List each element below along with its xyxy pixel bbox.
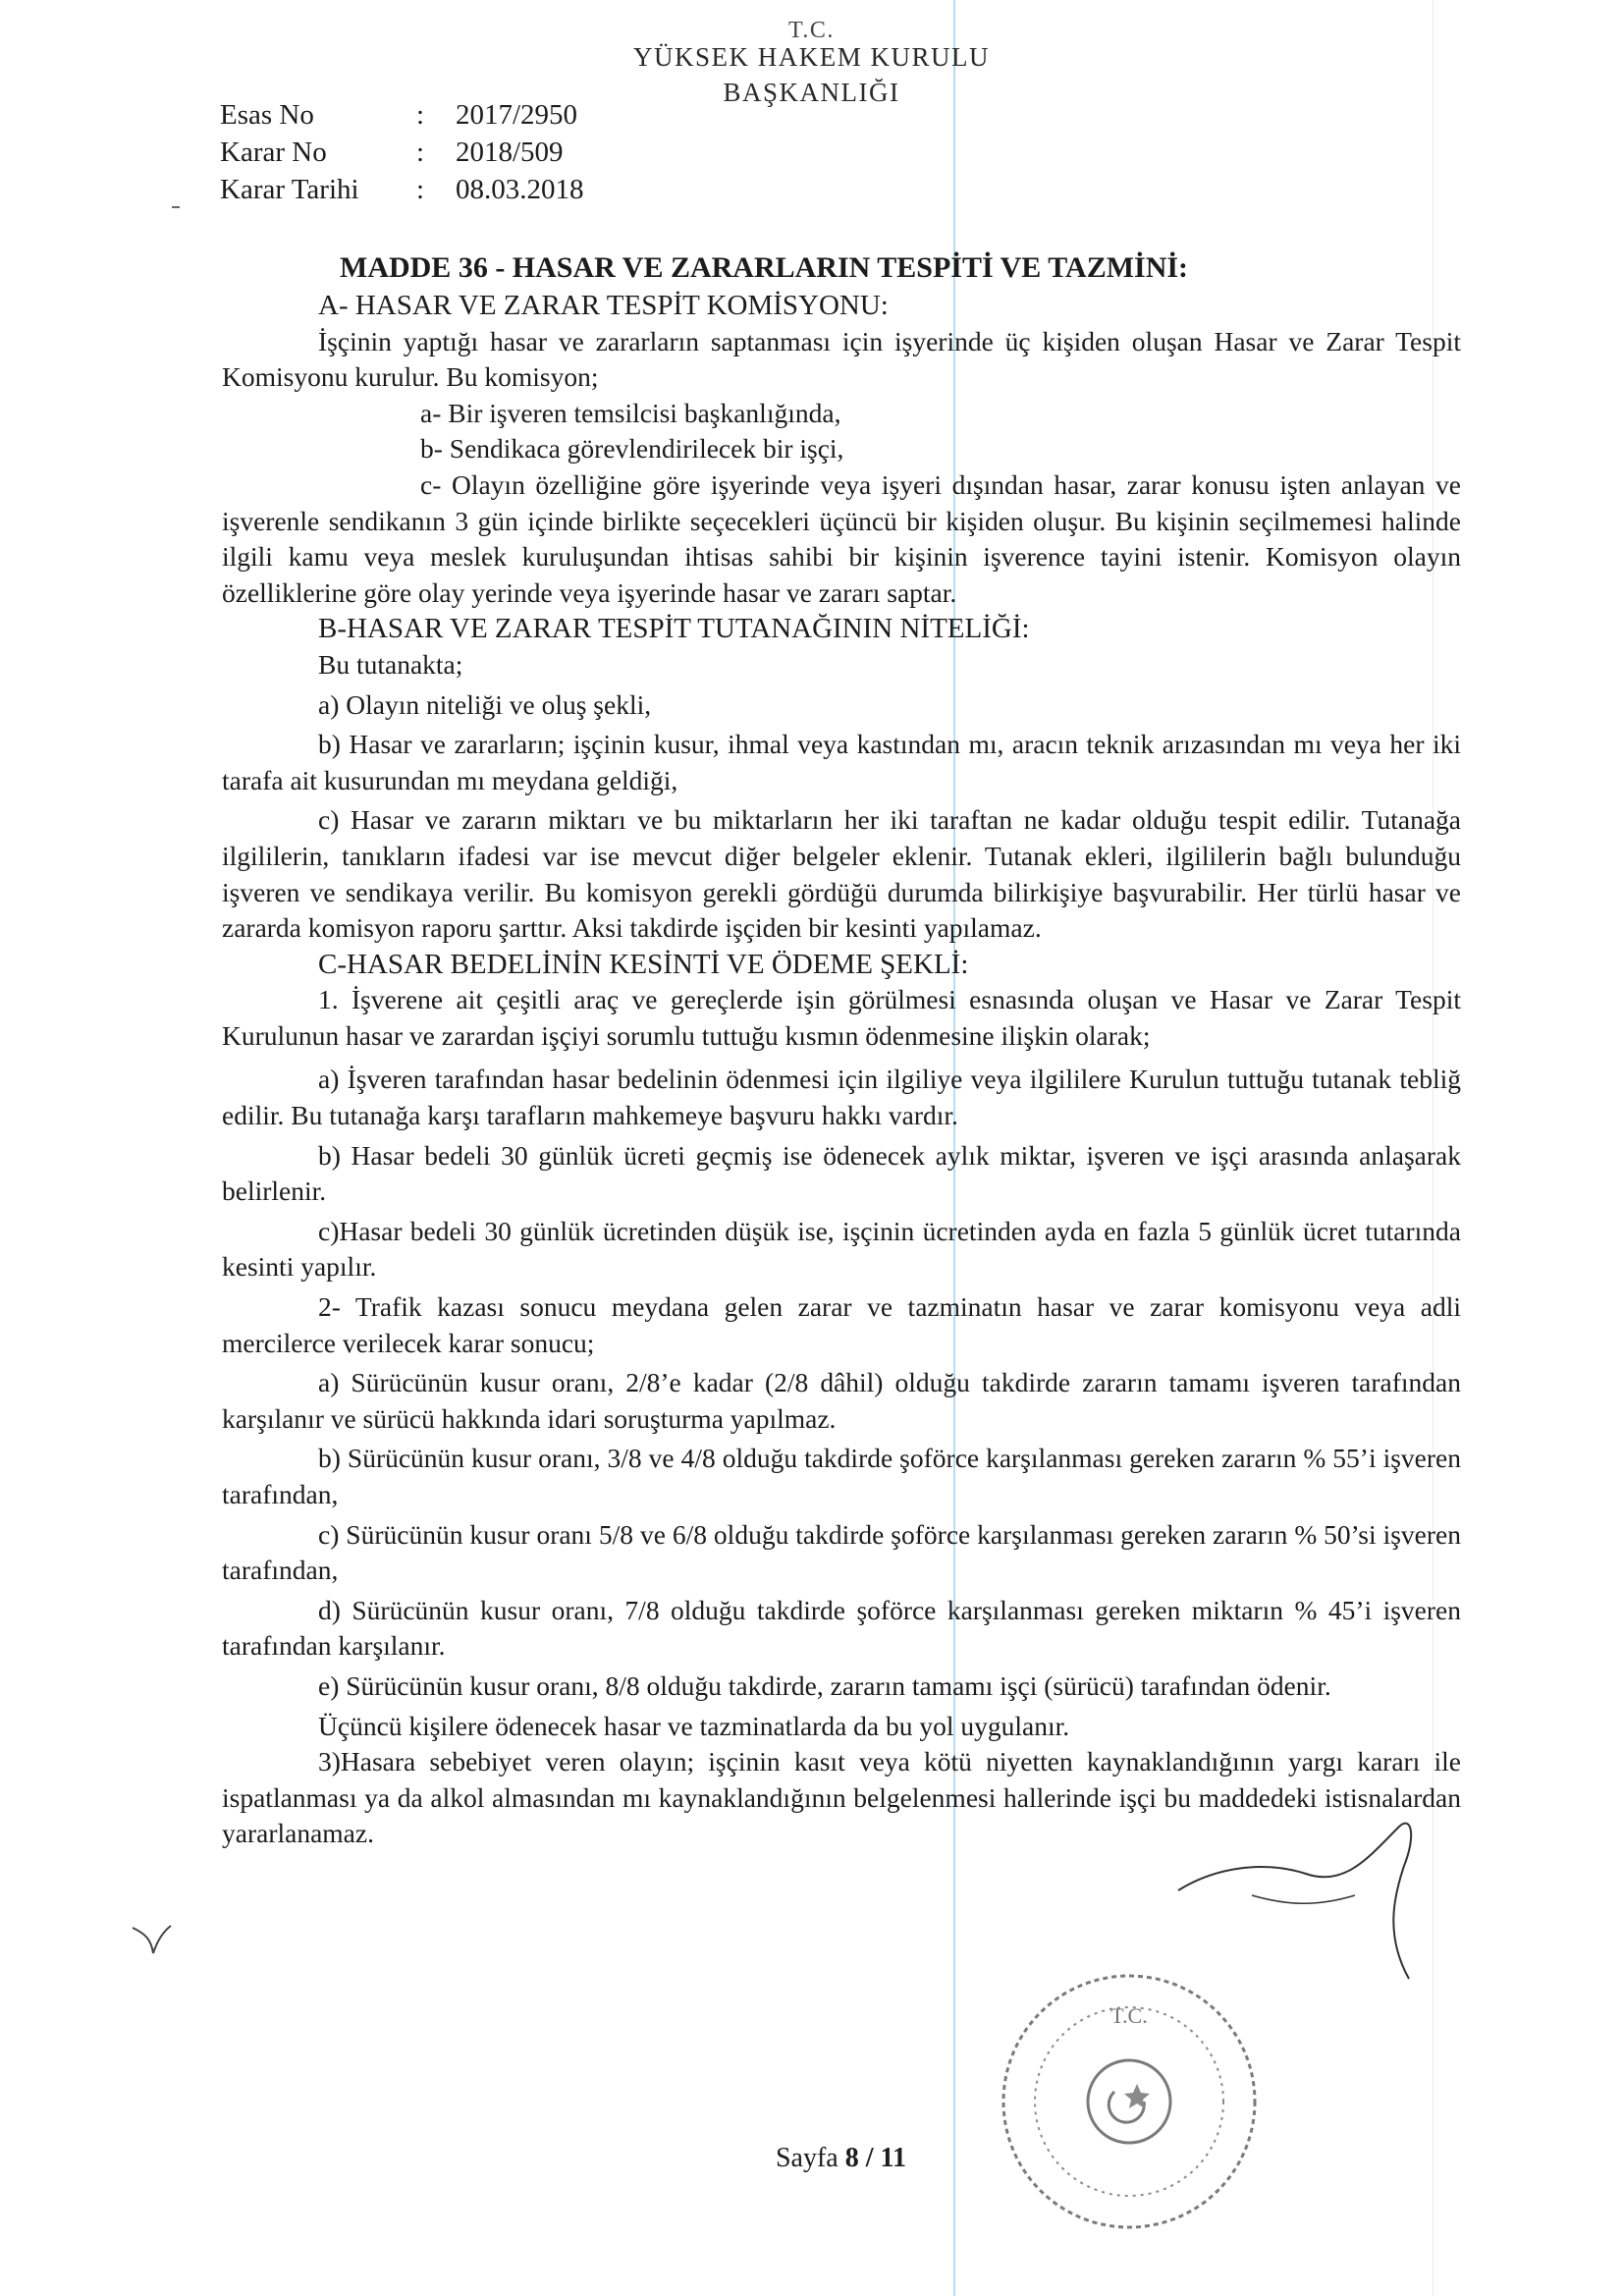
esas-value: 2017/2950	[456, 99, 578, 131]
case-metadata	[220, 96, 584, 208]
article-body	[222, 248, 1461, 1852]
section-b-item: b) Hasar ve zararların; işçinin kusur, ihmal veya kastından mı, aracın teknik arızasından mı veya her iki tarafa ait kusurundan mı meydana geldiği,	[222, 729, 1461, 795]
section-c-item: a) Sürücünün kusur oranı, 2/8’e kadar (2/8 dâhil) olduğu takdirde zararın tamamı işveren tarafından karşılanır ve sürücü hakkında idari soruşturma yapılmaz.	[222, 1367, 1461, 1434]
section-c-paragraph-2: 2- Trafik kazası sonucu meydana gelen zarar ve tazminatın hasar ve zarar komisyonu veya adli mercilerce verilecek karar sonucu;	[222, 1291, 1461, 1358]
third-parties-note: Üçüncü kişilere ödenecek hasar ve tazminatlarda da bu yol uygulanır.	[318, 1710, 1070, 1741]
section-c-heading: C-HASAR BEDELİNİN KESİNTİ VE ÖDEME ŞEKLİ:	[318, 948, 969, 980]
section-c-paragraph-1: 1. İşverene ait çeşitli araç ve gereçlerde işin görülmesi esnasında oluşan ve Hasar ve Zarar Tespit Kurulunun hasar ve zarardan işçiyi sorumlu tuttuğu kısmın ödenmesine ilişkin olarak;	[222, 984, 1461, 1051]
article-title: MADDE 36 - HASAR VE ZARARLARIN TESPİTİ VE TAZMİNİ:	[340, 251, 1189, 284]
section-a-item: a- Bir işveren temsilcisi başkanlığında,	[420, 397, 841, 428]
karar-label: Karar No	[220, 137, 327, 168]
tarih-value: 08.03.2018	[456, 174, 584, 205]
esas-label: Esas No	[220, 99, 314, 131]
karar-row	[220, 134, 584, 171]
page-number	[0, 2143, 1623, 2174]
official-seal	[982, 1954, 1276, 2249]
tarih-row	[220, 171, 584, 208]
header-org-name: YÜKSEK HAKEM KURULU	[633, 42, 990, 72]
section-b-item: a) Olayın niteliği ve oluş şekli,	[318, 688, 652, 720]
section-c-item: d) Sürücünün kusur oranı, 7/8 olduğu takdirde şoförce karşılanması gereken miktarın % 45’i işveren tarafından karşılanır.	[222, 1594, 1461, 1662]
header-org-unit: BAŞKANLIĞI	[723, 78, 900, 107]
tarih-label: Karar Tarihi	[220, 174, 359, 205]
svg-text:T.C.: T.C.	[1110, 2003, 1148, 2028]
meta-separator: :	[416, 174, 425, 205]
page-total: 11	[880, 2143, 906, 2173]
section-c-item: b) Sürücünün kusur oranı, 3/8 ve 4/8 olduğu takdirde şoförce karşılanması gereken zararın % 55’i işveren tarafından,	[222, 1443, 1461, 1509]
section-b-intro: Bu tutanakta;	[318, 648, 463, 680]
karar-value: 2018/509	[456, 137, 564, 168]
header-tc: T.C.	[788, 18, 835, 43]
section-a-intro: İşçinin yaptığı hasar ve zararların saptanması için işyerinde üç kişiden oluşan Hasar ve Zarar Tespit Komisyonu kurulur. Bu komisyon;	[222, 325, 1461, 393]
section-b-heading: B-HASAR VE ZARAR TESPİT TUTANAĞININ NİTELİĞİ:	[318, 613, 1030, 645]
section-a-heading: A- HASAR VE ZARAR TESPİT KOMİSYONU:	[318, 290, 889, 321]
section-c-paragraph-3: 3)Hasara sebebiyet veren olayın; işçinin kasıt veya kötü niyetten kaynaklandığının yargı kararı ile ispatlanması ya da alkol almasından mı kaynaklandığının belgelenmesi hallerinde işçi bu maddedeki istisnalardan yararlanamaz.	[222, 1746, 1461, 1849]
section-c-item: c) Sürücünün kusur oranı 5/8 ve 6/8 olduğu takdirde şoförce karşılanması gereken zararın % 50’si işveren tarafından,	[222, 1518, 1461, 1586]
section-a-item: c- Olayın özelliğine göre işyerinde veya işyeri dışından hasar, zarar konusu işten anlayan ve işverenle sendikanın 3 gün içinde birlikte seçecekleri üçüncü bir kişiden oluşur. Bu kişinin seçilmemesi halinde ilgili kamu veya meslek kuruluşundan ihtisas sahibi bir kişinin işverence tayini istenir. Komisyon olayın özelliklerine göre olay yerinde veya işyerinde hasar ve zararı saptar.	[222, 468, 1461, 608]
section-c-item: b) Hasar bedeli 30 günlük ücreti geçmiş ise ödenecek aylık miktar, işveren ve işçi arasında anlaşarak belirlenir.	[222, 1139, 1461, 1207]
section-a-item: b- Sendikaca görevlendirilecek bir işçi,	[420, 433, 844, 465]
section-b-item: c) Hasar ve zararın miktarı ve bu miktarların her iki taraftan ne kadar olduğu tespit edilir. Tutanağa ilgililerin, tanıkların ifadesi var ise mevcut diğer belgeler eklenir. Tutanak ekleri, ilgililerin bağlı bulunduğu işveren ve sendikaya verilir. Bu komisyon gerekli gördüğü durumda bilirkişiye başvurabilir. Her türlü hasar ve zararda komisyon raporu şarttır. Aksi takdirde işçiden bir kesinti yapılamaz.	[222, 804, 1461, 944]
margin-check-mark	[128, 1920, 177, 1959]
meta-separator: :	[416, 137, 425, 168]
page-current: 8	[844, 2143, 859, 2173]
section-c-item: a) İşveren tarafından hasar bedelinin ödenmesi için ilgiliye veya ilgililere Kurulun tuttuğu tutanak tebliğ edilir. Bu tutanağa karşı tarafların mahkemeye başvuru hakkı vardır.	[222, 1064, 1461, 1131]
page-label: Sayfa	[775, 2143, 839, 2173]
margin-dash	[172, 206, 180, 208]
page-separator: /	[865, 2143, 874, 2173]
esas-row	[220, 96, 584, 134]
section-c-item: c)Hasar bedeli 30 günlük ücretinden düşük ise, işçinin ücretinden ayda en fazla 5 günlük ücret tutarında kesinti yapılır.	[222, 1215, 1461, 1283]
section-c-item: e) Sürücünün kusur oranı, 8/8 olduğu takdirde, zararın tamamı işçi (sürücü) tarafından ödenir.	[318, 1669, 1331, 1701]
meta-separator: :	[416, 99, 425, 131]
